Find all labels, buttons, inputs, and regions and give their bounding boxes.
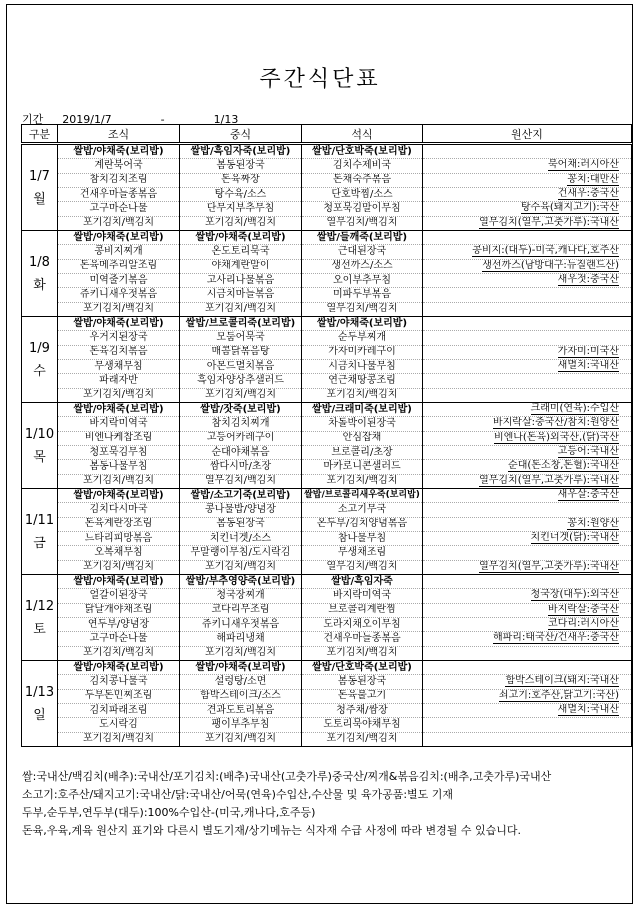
day-weekday: 토 [33,621,46,637]
day-weekday: 화 [33,277,46,293]
origin-item: 건새우:중국산 [557,188,619,200]
origin-cell [423,317,632,403]
dinner-item: 쌀밥/들깨죽(보리밥) [316,231,408,243]
breakfast-cell [58,231,180,317]
dinner-item: 쌀밥/크래미죽(보리밥) [312,403,412,415]
day-date: 1/12 [24,598,55,614]
dinner-item: 포기김치/백김치 [302,474,422,488]
lunch-cell [180,231,302,317]
lunch-item: 포기김치/백김치 [180,732,301,746]
lunch-cell [180,403,302,489]
breakfast-cell [58,575,180,661]
header-lunch: 중식 [180,125,302,144]
lunch-item: 쌀밥/잣죽(보리밥) [200,403,281,415]
day-label [22,575,58,661]
lunch-item: 포기김치/백김치 [180,216,301,230]
breakfast-item: 느타리피망볶음 [58,531,179,545]
lunch-item: 코다리무조림 [180,603,301,617]
day-label [22,403,58,489]
dinner-item: 미파두부볶음 [302,287,422,301]
dinner-item: 무생채조림 [302,545,422,559]
footer-note-2: 소고기:호주산/돼지고기:국내산/닭:국내산/어묵(연육)수입산,수산물 및 육가공품:별도 기재 [22,788,454,801]
dinner-cell [302,403,423,489]
lunch-item: 열무김치/백김치 [180,474,301,488]
breakfast-item: 포기김치/백김치 [58,302,179,316]
origin-item: 해파리:태국산/건새우:중국산 [492,632,619,644]
dinner-item: 연근채땅콩조림 [302,373,422,387]
origin-cell [423,403,632,489]
dinner-item: 쌀밥/단호박죽(보리밥) [312,661,412,673]
dinner-item: 돈채숙주볶음 [302,173,422,187]
lunch-item: 쌀밥/야채죽(보리밥) [195,231,286,243]
dinner-item: 열무김치/백김치 [302,216,422,230]
origin-item: 꽁치:대만산 [567,173,619,185]
origin-item: 새멸치:국내산 [557,704,619,716]
origin-item: 쇠고기:호주산,닭고기:국산) [498,689,619,701]
dinner-cell [302,489,423,575]
breakfast-item: 청포묵김무침 [58,445,179,459]
dinner-item: 쌀밥/흑임자죽 [331,575,393,587]
day-date: 1/13 [24,684,55,700]
breakfast-cell [58,489,180,575]
lunch-item: 포기김치/백김치 [180,388,301,402]
breakfast-item: 쌀밥/야채죽(보리밥) [73,317,164,329]
origin-item: 열무김치(열무,고춧가루):국내산 [479,560,619,572]
breakfast-item: 연두부/양념장 [58,617,179,631]
lunch-item: 고사리나물볶음 [180,273,301,287]
dinner-item: 봄동된장국 [302,674,422,688]
origin-item: 고등어:국내산 [557,446,619,458]
lunch-item: 봄동된장국 [180,158,301,172]
dinner-item: 차돌박이된장국 [302,416,422,430]
day-label [22,231,58,317]
day-weekday: 월 [33,191,46,207]
lunch-item: 설렁탕/소면 [180,674,301,688]
origin-item: 치킨너겟(닭):국내산 [530,532,619,544]
lunch-item: 쌀밥/야채죽(보리밥) [195,661,286,673]
lunch-item: 콩나물밥/양념장 [180,502,301,516]
dinner-item: 근대된장국 [302,244,422,258]
lunch-item: 온도토리묵국 [180,244,301,258]
dinner-item: 포기김치/백김치 [302,646,422,660]
lunch-item: 청국장찌개 [180,588,301,602]
breakfast-item: 김치다시마국 [58,502,179,516]
lunch-item: 매콤닭볶음탕 [180,345,301,359]
lunch-item: 쌀밥/브로콜리죽(보리밥) [185,317,296,329]
breakfast-item: 돈육계란장조림 [58,517,179,531]
lunch-item: 포기김치/백김치 [180,302,301,316]
origin-cell [423,661,632,747]
breakfast-item: 비엔나케찹조림 [58,431,179,445]
breakfast-item: 계란북어국 [58,158,179,172]
period-start: 2019/1/7 [62,113,112,126]
day-label [22,489,58,575]
footer-note-3: 두부,순두부,연두부(대두):100%수입산-(미국,캐나다,호주등) [22,806,316,819]
breakfast-item: 콩비지찌개 [58,244,179,258]
day-date: 1/11 [24,512,55,528]
breakfast-cell [58,144,180,231]
dinner-item: 순두부찌개 [302,330,422,344]
dinner-item: 참나물무침 [302,531,422,545]
dinner-cell [302,317,423,403]
period-label: 기간 [22,113,44,126]
origin-cell [423,575,632,661]
period-end: 1/13 [213,113,239,126]
breakfast-item: 쌀밥/야채죽(보리밥) [73,489,164,501]
breakfast-item: 도시락김 [58,717,179,731]
breakfast-item: 포기김치/백김치 [58,388,179,402]
dinner-cell [302,144,423,231]
day-weekday: 수 [33,363,46,379]
lunch-cell [180,489,302,575]
header-origin: 원산지 [423,125,632,144]
breakfast-cell [58,317,180,403]
breakfast-item: 봄동나물무침 [58,459,179,473]
day-row [22,403,632,489]
lunch-item: 모둠어묵국 [180,330,301,344]
dinner-item: 도라지채오이무침 [302,617,422,631]
breakfast-item: 쌀밥/야채죽(보리밥) [73,145,164,157]
dinner-cell [302,231,423,317]
breakfast-item: 김치파래조림 [58,703,179,717]
dinner-item: 생선까스/소스 [302,259,422,273]
dinner-item: 마카로니콘샐러드 [302,459,422,473]
breakfast-item: 포기김치/백김치 [58,732,179,746]
lunch-item: 쌀밥/소고기죽(보리밥) [190,489,291,501]
dinner-item: 열무김치/백김치 [302,560,422,574]
dinner-item: 브로콜리계란찜 [302,603,422,617]
lunch-item: 시금치마늘볶음 [180,287,301,301]
lunch-item: 고등어카레구이 [180,431,301,445]
lunch-item: 돈육짜장 [180,173,301,187]
dinner-item: 안심잡채 [302,431,422,445]
origin-item: 함박스테이크(돼지:국내산 [505,675,619,687]
breakfast-item: 쌀밥/야채죽(보리밥) [73,575,164,587]
origin-item: 청국장(대두):외국산 [530,589,619,601]
header-dinner: 석식 [302,125,423,144]
dinner-item: 도토리묵야채무침 [302,717,422,731]
lunch-item: 해파리냉채 [180,631,301,645]
breakfast-item: 닭날개야채조림 [58,603,179,617]
origin-item: 바지락살:중국산 [548,603,619,615]
day-row [22,144,632,231]
day-date: 1/8 [29,254,50,270]
origin-item: 바지락살:중국산/참치:원양산 [492,417,619,429]
day-label [22,144,58,231]
breakfast-item: 고구마순나물 [58,201,179,215]
breakfast-item: 쌀밥/야채죽(보리밥) [73,231,164,243]
origin-item: 생선까스(남방대구:뉴질랜드산) [482,259,619,271]
origin-item: 새멸치:국내산 [557,360,619,372]
dinner-item: 쌀밥/야채죽(보리밥) [316,317,408,329]
lunch-item: 야채계란말이 [180,259,301,273]
dinner-item: 청포묵김말이무침 [302,201,422,215]
origin-item: 순대(돈소창,돈혈):국내산 [508,460,619,472]
lunch-item: 포기김치/백김치 [180,646,301,660]
breakfast-item: 쥬키니새우젓볶음 [58,287,179,301]
lunch-item: 흑임자양상추샐러드 [180,373,301,387]
footer-note-1: 쌀:국내산/백김치(배추):국내산/포기김치:(배추)국내산(고춧가루)중국산/찌개&볶음김치:(배추,고춧가루)국내산 [22,770,552,783]
lunch-item: 쌀밥/부추영양죽(보리밥) [185,575,296,587]
breakfast-item: 포기김치/백김치 [58,560,179,574]
breakfast-cell [58,403,180,489]
breakfast-cell [58,661,180,747]
breakfast-item: 두부돈민찌조림 [58,689,179,703]
day-row [22,231,632,317]
lunch-item: 참치김치찌개 [180,416,301,430]
lunch-item: 포기김치/백김치 [180,560,301,574]
breakfast-item: 고구마순나물 [58,631,179,645]
breakfast-item: 파래자반 [58,373,179,387]
origin-item: 가자미:미국산 [557,345,619,357]
header-category: 구분 [22,125,58,144]
breakfast-item: 돈육김치볶음 [58,345,179,359]
origin-item: 탕수육(돼지고기):국산 [520,202,619,214]
dinner-item: 쌀밥/브로콜리새우죽(보리밥) [304,490,420,501]
day-row [22,575,632,661]
origin-item: 북어채:러시아산 [548,159,619,171]
lunch-item: 쌈다시마/초장 [180,459,301,473]
lunch-item: 단무지부추무침 [180,201,301,215]
lunch-item: 아몬드멸치볶음 [180,359,301,373]
lunch-item: 함박스테이크/소스 [180,689,301,703]
day-label [22,317,58,403]
dinner-item: 김치수제비국 [302,158,422,172]
breakfast-item: 미역줄기볶음 [58,273,179,287]
origin-cell [423,489,632,575]
origin-item: 비엔나(돈육)외국산,(닭)국산 [493,431,619,443]
breakfast-item: 얼갈이된장국 [58,588,179,602]
breakfast-item: 포기김치/백김치 [58,216,179,230]
breakfast-item: 참치김치조림 [58,173,179,187]
day-weekday: 금 [33,535,46,551]
lunch-item: 순대야채볶음 [180,445,301,459]
dinner-item: 포기김치/백김치 [302,732,422,746]
lunch-cell [180,661,302,747]
header-breakfast: 조식 [58,125,180,144]
dinner-item: 바지락미역국 [302,588,422,602]
dinner-item: 건새우마늘종볶음 [302,631,422,645]
dinner-item: 온두부/김치양념볶음 [302,517,422,531]
dinner-item: 열무김치/백김치 [302,302,422,316]
dinner-item: 쌀밥/단호박죽(보리밥) [312,145,412,157]
lunch-cell [180,575,302,661]
dinner-item: 브로콜리/초장 [302,445,422,459]
header-row [22,125,632,144]
breakfast-item: 포기김치/백김치 [58,474,179,488]
origin-item: 꽁치:원양산 [567,517,619,529]
lunch-item: 견과도토리볶음 [180,703,301,717]
origin-item: 새우살:중국산 [557,489,619,501]
origin-item: 콩비지:(대두)-미국,캐나다,호주산 [472,245,619,257]
origin-cell [423,231,632,317]
breakfast-item: 무생채무침 [58,359,179,373]
dinner-item: 돈육불고기 [302,689,422,703]
dinner-item: 소고기무국 [302,502,422,516]
breakfast-item: 우거지된장국 [58,330,179,344]
breakfast-item: 쌀밥/야채죽(보리밥) [73,403,164,415]
day-row [22,317,632,403]
lunch-cell [180,144,302,231]
breakfast-item: 돈육메추리알조림 [58,259,179,273]
dinner-item: 청주채/쌈장 [302,703,422,717]
day-row [22,661,632,747]
lunch-item: 쌀밥/흑임자죽(보리밥) [190,145,291,157]
breakfast-item: 바지락미역국 [58,416,179,430]
day-date: 1/9 [29,340,50,356]
dinner-item: 오이부추무침 [302,273,422,287]
lunch-item: 팽이부추무침 [180,717,301,731]
dinner-cell [302,661,423,747]
day-row [22,489,632,575]
origin-item: 새우젓:중국산 [557,274,619,286]
footer-note-4: 돈육,우육,계육 원산지 표기와 다른시 별도기재/상기메뉴는 식자재 수급 사정에 따라 변경될 수 있습니다. [22,824,521,837]
dinner-cell [302,575,423,661]
dinner-item: 가자미카레구이 [302,345,422,359]
day-date: 1/7 [29,168,50,184]
dinner-item: 단호박찜/소스 [302,187,422,201]
breakfast-item: 건새우마늘종볶음 [58,187,179,201]
breakfast-item: 김치콩나물국 [58,674,179,688]
breakfast-item: 오복채무침 [58,545,179,559]
day-label [22,661,58,747]
menu-table [21,124,632,747]
lunch-cell [180,317,302,403]
lunch-item: 치킨너겟/소스 [180,531,301,545]
breakfast-item: 쌀밥/야채죽(보리밥) [73,661,164,673]
day-weekday: 목 [33,449,46,465]
origin-item: 열무김치(열무,고춧가루):국내산 [479,474,619,486]
day-date: 1/10 [24,426,55,442]
lunch-item: 무말랭이무침/도시락김 [180,545,301,559]
breakfast-item: 포기김치/백김치 [58,646,179,660]
day-weekday: 일 [33,707,46,723]
dinner-item: 시금치나물무침 [302,359,422,373]
lunch-item: 탕수육/소스 [180,187,301,201]
period-dash: - [160,113,165,126]
origin-item: 열무김치(열무,고춧가루):국내산 [479,216,619,228]
page-title: 주간식단표 [259,67,381,92]
origin-item: 코다리:러시아산 [548,618,619,630]
lunch-item: 쥬키니새우젓볶음 [180,617,301,631]
lunch-item: 봄동된장국 [180,517,301,531]
dinner-item: 포기김치/백김치 [302,388,422,402]
origin-item: 크래미(연육):수입산 [530,403,619,415]
origin-cell [423,144,632,231]
